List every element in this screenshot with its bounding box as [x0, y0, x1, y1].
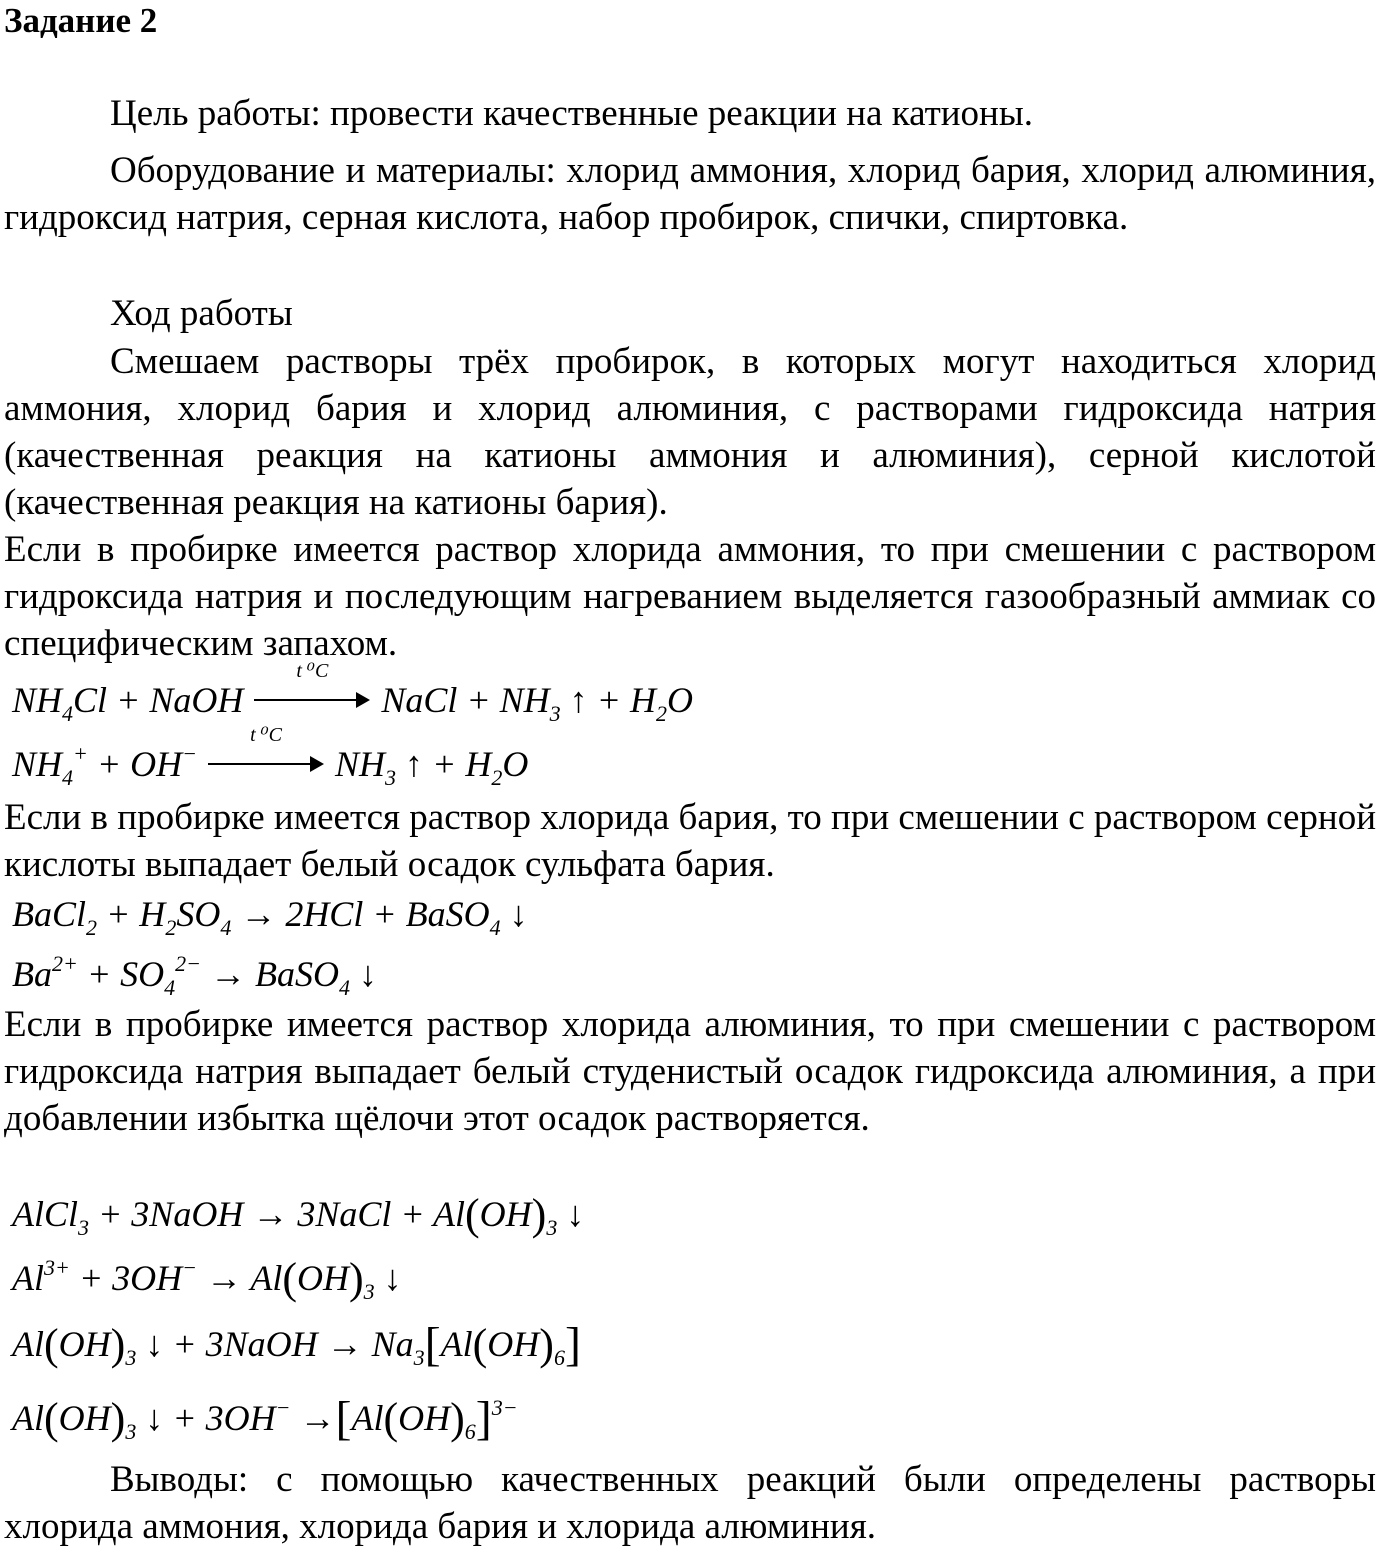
- equation-ammonium-ionic: $NH_4^+ + OH^-$ t ⁰C $NH_3$ ↑ + $H_2O$: [12, 724, 529, 790]
- aluminium-paragraph: Если в пробирке имеется раствор хлорида алюминия, то при смешении с раствором гидроксида натрия выпадает белый студенистый осадок гидроксида алюминия, а при добавлении избытка щёлочи этот осадок растворяется.: [4, 1004, 1376, 1139]
- progress-heading: Ход работы: [110, 293, 293, 334]
- heating-arrow-icon: t ⁰C: [254, 690, 370, 710]
- equation-barium-molecular: BaCl$_2$ + $H_2SO_4 \to 2HCl$ + BaSO$_4$ ↓: [12, 894, 528, 940]
- equation-aluminium-ionic: $Al^{3+} + 3OH^- \to Al(OH)_3$ ↓: [12, 1254, 402, 1304]
- equation-aluminium-molecular: AlCl$_3$ + 3NaOH → 3NaCl + $Al(OH)_3$ ↓: [12, 1190, 585, 1240]
- equipment-paragraph: Оборудование и материалы: хлорид аммония, хлорид бария, хлорид алюминия, гидроксид натрия, серная кислота, набор пробирок, спички, спиртовка.: [4, 150, 1376, 238]
- equation-barium-ionic: $Ba^{2+} + SO_4^{2-}$ → BaSO$_4$ ↓: [12, 951, 378, 1000]
- conclusion-paragraph: Выводы: с помощью качественных реакций были определены растворы хлорида аммония, хлорида бария и хлорида алюминия.: [4, 1459, 1376, 1547]
- mixing-paragraph: Смешаем растворы трёх пробирок, в которых могут находиться хлорид аммония, хлорид бария и хлорид алюминия, с растворами гидроксида натрия (качественная реакция на катионы аммония и алюминия), серной кислотой (качественная реакция на катионы бария).: [4, 341, 1376, 523]
- task-title: Задание 2: [4, 1, 158, 40]
- heating-arrow-icon: t ⁰C: [208, 754, 324, 774]
- goal-paragraph: Цель работы: провести качественные реакции на катионы.: [110, 93, 1033, 134]
- barium-paragraph: Если в пробирке имеется раствор хлорида бария, то при смешении с раствором серной кислоты выпадает белый осадок сульфата бария.: [4, 797, 1376, 885]
- equation-ammonium-molecular: $NH_4Cl$ + NaOH t ⁰C NaCl + $NH_3$ ↑ + $H_2O$: [12, 660, 693, 726]
- ammonium-paragraph: Если в пробирке имеется раствор хлорида аммония, то при смешении с раствором гидроксида натрия и последующим нагреванием выделяется газообразный аммиак со специфическим запахом.: [4, 529, 1376, 664]
- equation-hydroxide-dissolution-ionic: $Al(OH)_3$ ↓ + $3OH^- \to[Al(OH)_6]^{3-}$: [12, 1392, 518, 1445]
- equation-hydroxide-dissolution-molecular: $Al(OH)_3$ ↓ + 3NaOH → $Na_3[Al(OH)_6]$: [12, 1318, 581, 1371]
